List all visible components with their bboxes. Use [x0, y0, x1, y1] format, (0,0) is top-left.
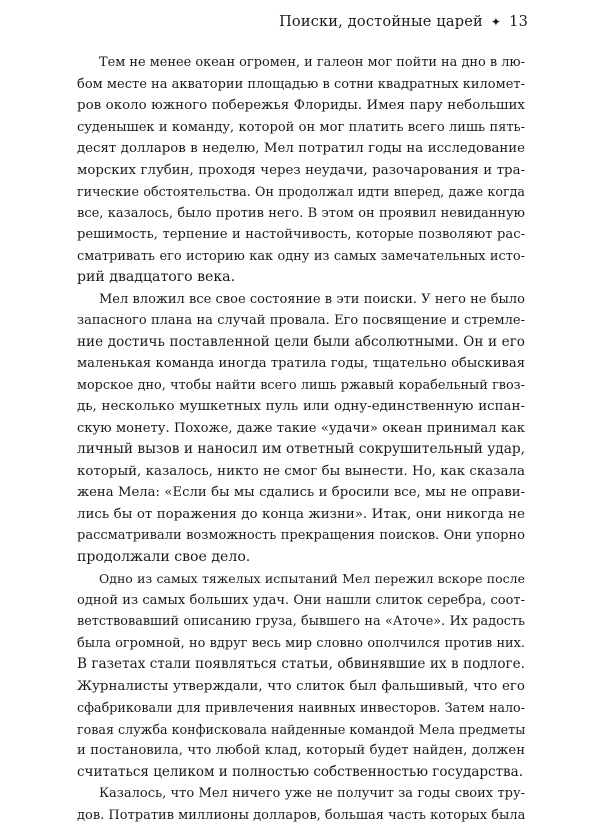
text-line: Тем не менее океан огромен, и галеон мог пойти на дно в лю-	[77, 52, 525, 74]
text-line: маленькая команда иногда тратила годы, тщательно обыскивая	[77, 353, 525, 375]
text-line: Журналисты утверждали, что слиток был фальшивый, что его	[77, 676, 525, 698]
text-line: все, казалось, было против него. В этом он проявил невиданную	[77, 203, 525, 225]
running-header	[279, 14, 528, 30]
text-line: бом месте на акватории площадью в сотни квадратных километ-	[77, 74, 525, 96]
text-line: морское дно, чтобы найти всего лишь ржавый корабельный гвоз-	[77, 375, 525, 397]
text-line: лись бы от поражения до конца жизни». Итак, они никогда не	[77, 504, 525, 526]
text-line: ветствовавший описанию груза, бывшего на «Аточе». Их радость	[77, 611, 525, 633]
text-line: сматривать его историю как одну из самых замечательных исто-	[77, 246, 525, 268]
body-text	[77, 52, 525, 826]
text-line: запасного плана на случай провала. Его посвящение и стремле-	[77, 310, 525, 332]
text-line: ние достичь поставленной цели были абсолютными. Он и его	[77, 332, 525, 354]
text-line: одной из самых больших удач. Они нашли слиток серебра, соот-	[77, 590, 525, 612]
text-line: дов. Потратив миллионы долларов, большая часть которых была	[77, 805, 525, 826]
text-line: который, казалось, никто не смог бы вынести. Но, как сказала	[77, 461, 525, 483]
text-line: десят долларов в неделю, Мел потратил годы на исследование	[77, 138, 525, 160]
text-line: Одно из самых тяжелых испытаний Мел пережил вскоре после	[77, 568, 525, 590]
text-line: говая служба конфисковала найденные командой Мела предметы	[77, 719, 525, 741]
paragraph	[77, 52, 525, 289]
ornament-separator: ✦	[491, 15, 501, 29]
text-line: В газетах стали появляться статьи, обвинявшие их в подлоге.	[77, 654, 525, 676]
text-line: и постановила, что любой клад, который будет найден, должен	[77, 740, 525, 762]
text-line: была огромной, но вдруг весь мир словно ополчился против них.	[77, 633, 525, 655]
paragraph	[77, 568, 525, 783]
text-line: жена Мела: «Если бы мы сдались и бросили все, мы не оправи-	[77, 482, 525, 504]
text-line: сфабриковали для привлечения наивных инвесторов. Затем нало-	[77, 697, 525, 719]
page-number: 13	[509, 14, 528, 30]
text-line: личный вызов и наносил им ответный сокрушительный удар,	[77, 439, 525, 461]
running-header-title: Поиски, достойные царей	[279, 14, 483, 30]
paragraph	[77, 783, 525, 826]
text-line: Мел вложил все свое состояние в эти поиски. У него не было	[77, 289, 525, 311]
text-line: Казалось, что Мел ничего уже не получит за годы своих тру-	[77, 783, 525, 805]
text-line: морских глубин, проходя через неудачи, разочарования и тра-	[77, 160, 525, 182]
text-line: продолжали свое дело.	[77, 547, 525, 569]
text-line: гические обстоятельства. Он продолжал идти вперед, даже когда	[77, 181, 525, 203]
text-line: рий двадцатого века.	[77, 267, 525, 289]
text-line: ров около южного побережья Флориды. Имея пару небольших	[77, 95, 525, 117]
text-line: суденышек и команду, которой он мог платить всего лишь пять-	[77, 117, 525, 139]
text-line: считаться целиком и полностью собственностью государства.	[77, 762, 525, 784]
text-line: решимость, терпение и настойчивость, которые позволяют рас-	[77, 224, 525, 246]
text-line: дь, несколько мушкетных пуль или одну-единственную испан-	[77, 396, 525, 418]
text-line: рассматривали возможность прекращения поисков. Они упорно	[77, 525, 525, 547]
paragraph	[77, 289, 525, 569]
text-line: скую монету. Похоже, даже такие «удачи» океан принимал как	[77, 418, 525, 440]
